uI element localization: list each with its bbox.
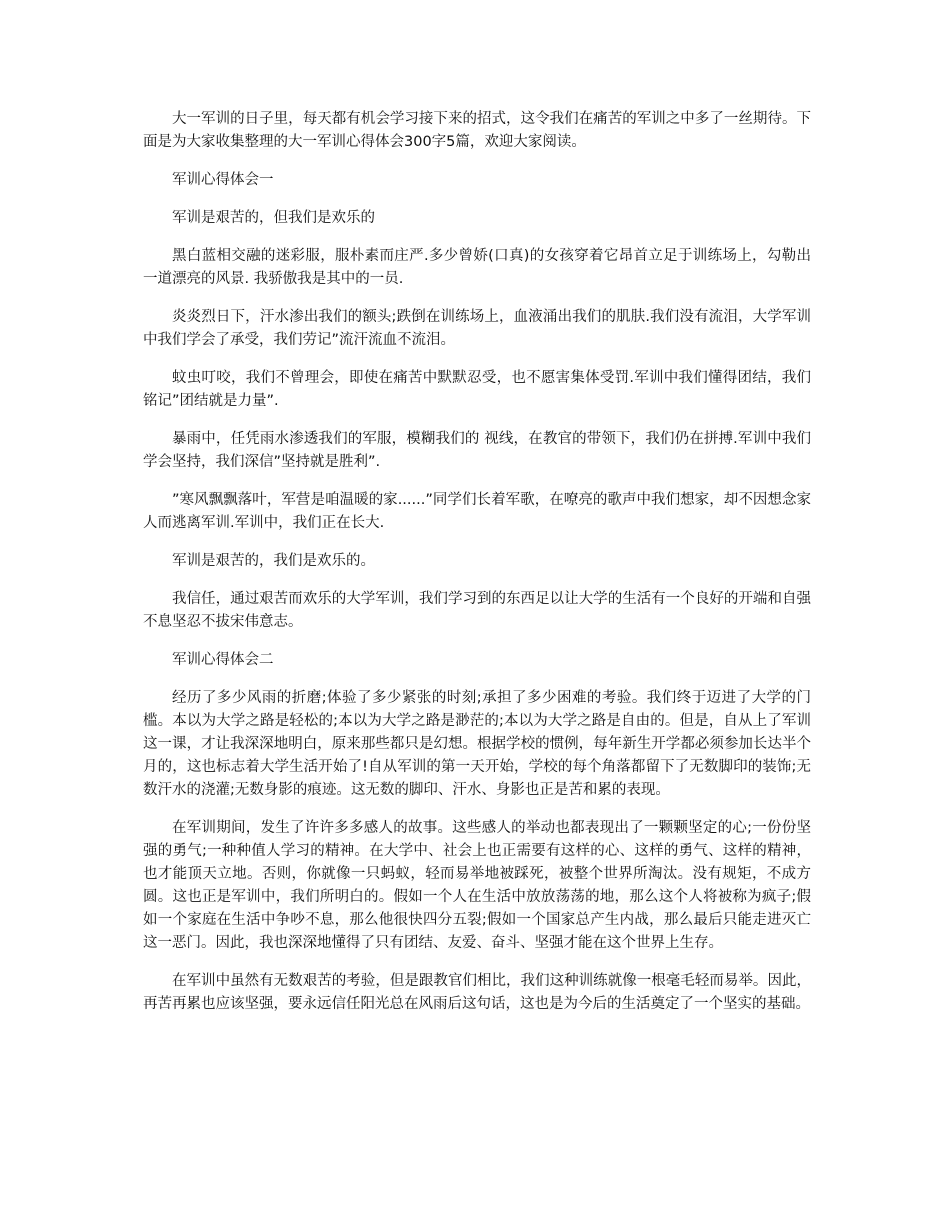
body-paragraph: 蚊虫叮咬，我们不曾理会，即使在痛苦中默默忍受，也不愿害集体受罚.军训中我们懂得团结，我们铭记”团结就是力量”. <box>143 370 811 409</box>
body-paragraph: 经历了多少风雨的折磨;体验了多少紧张的时刻;承担了多少困难的考验。我们终于迈进了大学的门槛。本以为大学之路是轻松的;本以为大学之路是渺茫的;本以为大学之路是自由的。但是，自从上了军训这一课，才让我深深地明白，原来那些都只是幻想。根据学校的惯例，每年新生开学都必须参加长达半个月的，这也标志着大学生活开始了!自从军训的第一天开始，学校的每个角落都留下了无数脚印的装饰;无数汗水的浇灌;无数身影的痕迹。这无数的脚印、汗水、身影也正是苦和累的表现。 <box>143 690 811 798</box>
document-page <box>143 108 811 1031</box>
body-paragraph: 炎炎烈日下，汗水渗出我们的额头;跌倒在训练场上，血液涌出我们的肌肤.我们没有流泪，大学军训中我们学会了承受，我们劳记”流汗流血不流泪。 <box>143 309 811 348</box>
subtitle-paragraph: 军训是艰苦的，但我们是欢乐的 <box>172 210 375 226</box>
section-heading-1: 军训心得体会一 <box>172 172 274 188</box>
body-paragraph: 我信任，通过艰苦而欢乐的大学军训，我们学习到的东西足以让大学的生活有一个良好的开端和自强不息坚忍不拔宋伟意志。 <box>143 591 811 630</box>
body-paragraph: ”寒风飘飘落叶，军营是咱温暖的家......”同学们长着军歌，在嘹亮的歌声中我们想家，却不因想念家人而逃离军训.军训中，我们正在长大. <box>143 492 811 531</box>
body-paragraph: 在军训期间，发生了许许多多感人的故事。这些感人的举动也都表现出了一颗颗坚定的心;一份份坚强的勇气;一种种值人学习的精神。在大学中、社会上也正需要有这样的心、这样的勇气、这样的精神，也才能顶天立地。否则，你就像一只蚂蚁，轻而易举地被踩死，被整个世界所淘汰。没有规矩，不成方圆。这也正是军训中，我们所明白的。假如一个人在生活中放放荡荡的地，那么这个人将被称为疯子;假如一个家庭在生活中争吵不息，那么他很快四分五裂;假如一个国家总产生内战，那么最后只能走进灭亡这一恶门。因此，我也深深地懂得了只有团结、友爱、奋斗、坚强才能在这个世界上生存。 <box>143 820 811 951</box>
body-paragraph: 在军训中虽然有无数艰苦的考验，但是跟教官们相比，我们这种训练就像一根毫毛轻而易举。因此，再苦再累也应该坚强，要永远信任阳光总在风雨后这句话，这也是为今后的生活奠定了一个坚实的基础。 <box>143 973 811 1012</box>
intro-paragraph: 大一军训的日子里，每天都有机会学习接下来的招式，这令我们在痛苦的军训之中多了一丝期待。下面是为大家收集整理的大一军训心得体会300字5篇，欢迎大家阅读。 <box>143 111 811 150</box>
section-heading-2: 军训心得体会二 <box>172 652 274 668</box>
body-paragraph: 黑白蓝相交融的迷彩服，服朴素而庄严.多少曾娇(口真)的女孩穿着它昂首立足于训练场上，勾勒出一道漂亮的风景. 我骄傲我是其中的一员. <box>143 248 811 287</box>
body-paragraph: 暴雨中，任凭雨水渗透我们的军服，模糊我们的 视线，在教官的带领下，我们仍在拼搏.军训中我们学会坚持，我们深信”坚持就是胜利”. <box>143 431 811 470</box>
body-paragraph: 军训是艰苦的，我们是欢乐的。 <box>172 553 375 569</box>
